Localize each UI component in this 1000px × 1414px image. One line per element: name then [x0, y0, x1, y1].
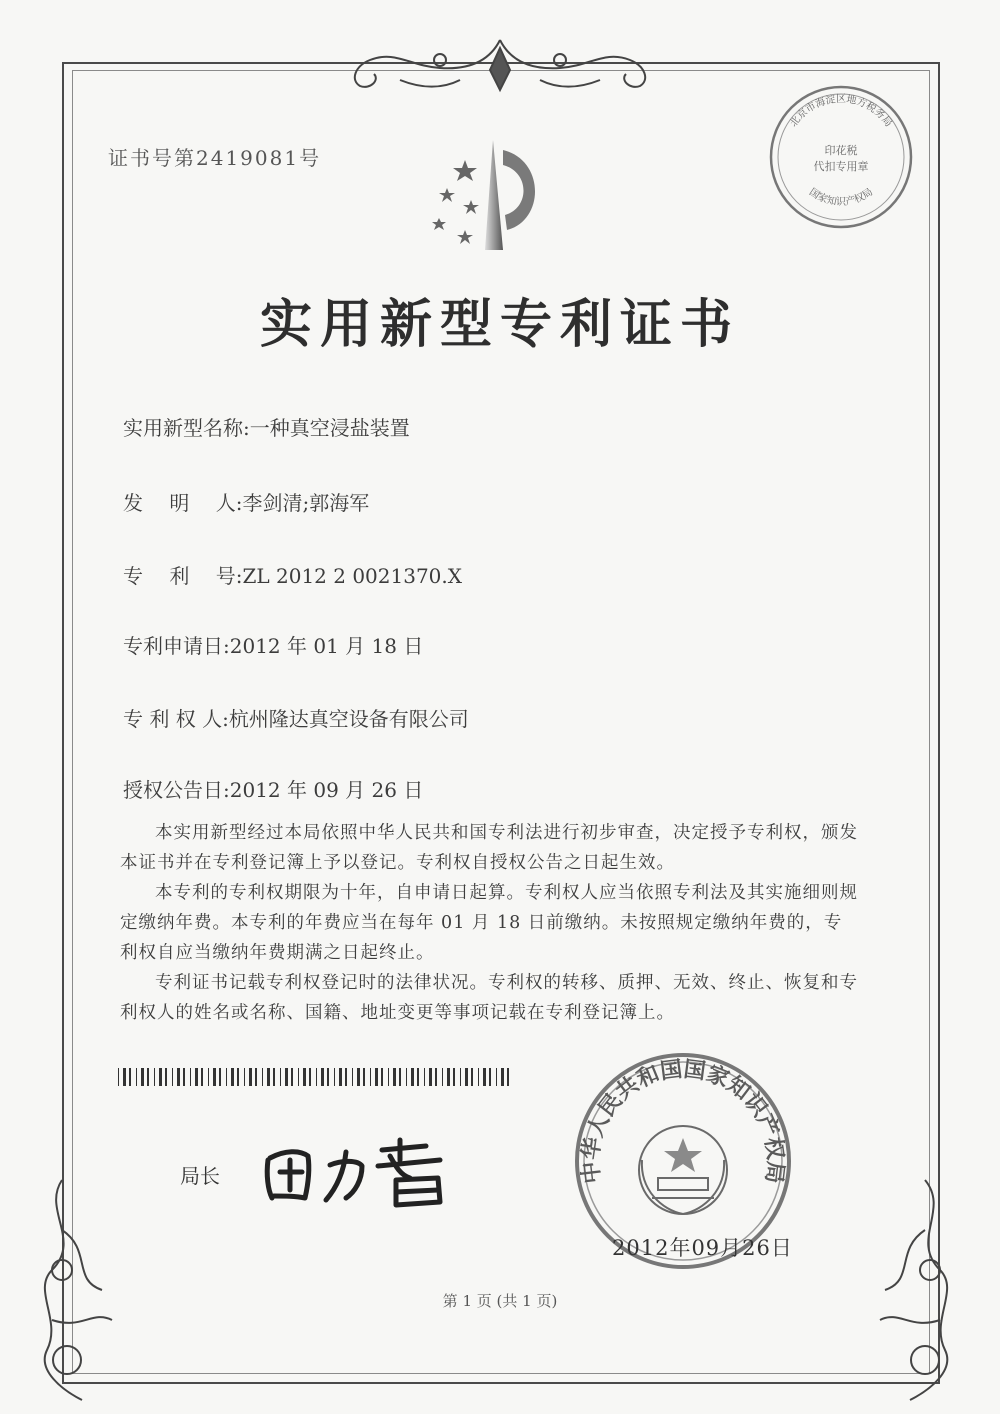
svg-text:中华人民共和国国家知识产权局: [577, 1057, 788, 1185]
field-value: 一种真空浸盐装置: [249, 416, 410, 440]
field-patent-number: [123, 560, 462, 589]
field-label: 专利申请日:: [123, 634, 230, 658]
field-utility-model-name: [123, 412, 410, 441]
field-value: 杭州隆达真空设备有限公司: [228, 707, 469, 731]
svg-text:国家知识产权局: [807, 186, 875, 208]
tax-stamp-ring-text: 北京市海淀区地方税务局: [788, 94, 894, 130]
field-patentee: [123, 703, 469, 732]
field-grant-date: [123, 774, 423, 803]
seal-ring-text: 中华人民共和国国家知识产权局: [578, 1057, 788, 1185]
field-value: ZL 2012 2 0021370.X: [242, 564, 462, 588]
field-label: 发 明 人:: [123, 491, 243, 515]
body-paragraph: 本实用新型经过本局依照中华人民共和国专利法进行初步审查，决定授予专利权，颁发本证书并在专利登记簿上予以登记。专利权自授权公告之日起生效。: [120, 823, 858, 873]
tax-stamp-line2: 代扣专用章: [813, 160, 869, 173]
director-label: 局长: [180, 1164, 220, 1188]
tax-stamp: [766, 82, 916, 232]
barcode: [118, 1068, 510, 1086]
body-paragraph: 专利证书记载专利权登记时的法律状况。专利权的转移、质押、无效、终止、恢复和专利权人的姓名或名称、国籍、地址变更等事项记载在专利登记簿上。: [120, 973, 858, 1023]
field-inventor: [123, 487, 369, 516]
field-label: 授权公告日:: [123, 778, 230, 802]
body-paragraph: 本专利的专利权期限为十年，自申请日起算。专利权人应当依照专利法及其实施细则规定缴纳年费。本专利的年费应当在每年 01 月 18 日前缴纳。未按照规定缴纳年费的，专利权自应当缴纳年费期满之日起终止。: [120, 883, 858, 963]
director-signature: [250, 1120, 470, 1210]
field-label: 实用新型名称:: [123, 416, 250, 440]
patent-office-logo: [415, 130, 555, 260]
field-application-date: [123, 630, 423, 659]
field-value: 2012 年 01 月 18 日: [229, 634, 424, 658]
tax-stamp-ring-bottom: 国家知识产权局: [806, 186, 876, 208]
field-label: 专 利 权 人:: [123, 707, 229, 731]
field-value: 李剑清;郭海军: [242, 491, 370, 515]
top-ornament: [340, 30, 660, 100]
field-label: 专 利 号:: [123, 564, 243, 588]
national-emblem-icon: [639, 1126, 727, 1214]
field-value: 2012 年 09 月 26 日: [229, 778, 424, 802]
certificate-title: 实用新型专利证书: [259, 294, 740, 355]
certificate-body: [120, 818, 858, 1028]
certificate-number: 证书号第2419081号: [108, 146, 322, 170]
tax-stamp-line1: 印花税: [824, 144, 858, 157]
page-number: 第 1 页 (共 1 页): [442, 1292, 558, 1310]
seal-date: 2012年09月26日: [612, 1236, 793, 1260]
